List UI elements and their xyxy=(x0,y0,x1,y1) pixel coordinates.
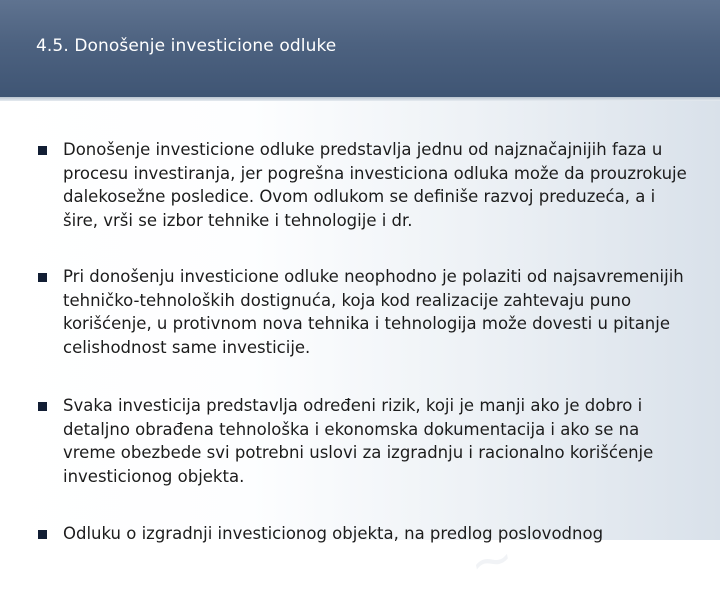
background-watermark: ~ xyxy=(424,397,480,465)
slide-body xyxy=(0,101,720,595)
title-bar xyxy=(0,0,720,97)
slide-title: 4.5. Donošenje investicione odluke xyxy=(36,36,337,56)
bullet-text: Donošenje investicione odluke predstavlja jednu od najznačajnijih faza u procesu investiranja, jer pogrešna investiciona odluka može da prouzrokuje dalekosežne posledice. Ovom odlukom se definiše razvoj preduzeća, a i šire, vrši se izbor tehnike i tehnologije i dr. xyxy=(63,140,687,230)
square-bullet-icon xyxy=(38,402,47,411)
bullet-text: Svaka investicija predstavlja određeni rizik, koji je manji ako je dobro i detaljno obrađena tehnološka i ekonomska dokumentacija i ako se na vreme obezbede svi potrebni uslovi za izgradnju i racionalno korišćenje investicionog objekta. xyxy=(63,396,654,486)
background-watermark: ~ xyxy=(464,527,520,595)
square-bullet-icon xyxy=(38,273,47,282)
square-bullet-icon xyxy=(38,146,47,155)
square-bullet-icon xyxy=(38,530,47,539)
bullet-text: Pri donošenju investicione odluke neophodno je polaziti od najsavremenijih tehničko-tehnoloških dostignuća, koja kod realizacije zahtevaju puno korišćenje, u protivnom nova tehnika i tehnologija može dovesti u pitanje celishodnost same investicije. xyxy=(63,267,684,357)
bullet-text: Odluku o izgradnji investicionog objekta, na predlog poslovodnog xyxy=(63,524,604,543)
